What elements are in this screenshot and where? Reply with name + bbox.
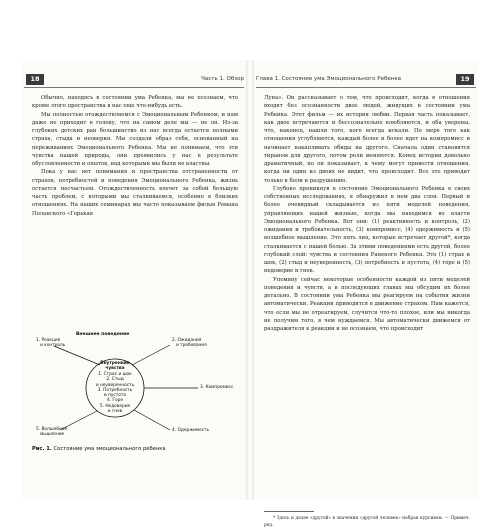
inner-feelings-title: Внутренние чувства (100, 361, 130, 372)
paragraph: Упомяну сейчас некоторые особенности каждой из пяти моделей поведения и чувств, а в последующих главах мы обсудим их более детально. В состоянии ума Ребенка мы реагируем на события жизни автоматически. Реакции приводятся в движение страхом. Нам кажется, что если мы не отреагируем, случится что-то плохое, или мы никогда не получим того, в чем нуждаемся. Мы автоматически движемся от раздражителя к реакции и не осознаем, что происходит (264, 276, 470, 332)
footnote-text: * Здесь и далее «другой» в значении «другой человек» набран курсивом. — Примеч. ред. (264, 516, 470, 528)
inner-item: и неуверенность (95, 382, 135, 388)
ray-2 (132, 345, 170, 365)
caption-text: Состояние ума эмоционального ребенка (53, 446, 166, 452)
outer-item-2-line-a: 2. Ожидания (172, 338, 202, 343)
paragraph: Обычно, находясь в состоянии ума Ребенка, мы не осознаем, что кроме этого пространства в нас еще что-нибудь есть. (32, 95, 238, 110)
outer-behavior-title: Внешнее поведение (76, 332, 130, 337)
outer-item-2-line-b: и требования (176, 343, 207, 349)
inner-item: 2. Стыд (106, 377, 124, 383)
paragraph: Глубоко проникнув в состояние Эмоционального Ребенка в своих собственных исследованиях, я обнаружил в нем два слоя. Первый и более очевидный складывается из пяти моделей поведения, управляющих нашей жизнью, когда мы находимся во власти Эмоционального Ребенка. Вот они: (1) реактивность и контроль, (2) ожидания и требовательность, (3) компромисс, (4) одержимость и (5) волшебное мышление. Это пять лиц, которые встречает другой*, когда сталкивается с нашей болью. За этими поведениями есть другой, более глубокий слой: чувства и состояния Раненого Ребенка. Это (1) страх и шок, (2) стыд и неуверенность, (3) потребность и пустота, (4) горе и (5) недоверие и гнев. (264, 185, 470, 275)
book-gutter (246, 60, 254, 500)
inner-feelings-list (95, 372, 135, 414)
outer-item-5-line-a: 5. Волшебное (36, 427, 68, 432)
left-running-header (22, 74, 246, 85)
right-header-rule (256, 87, 476, 88)
ray-1 (54, 346, 100, 365)
figure-caption (32, 446, 240, 452)
outer-item-5-line-b: мышление (40, 432, 65, 438)
outer-item-3: 3. Компромисс (200, 385, 234, 390)
inner-item: и пустота (103, 393, 127, 399)
footnote-rule (264, 511, 314, 512)
inner-item: 5. Недоверие (99, 403, 131, 409)
paragraph: Мы полностью отождествляемся с Эмоциональным Ребенком, и нам даже не приходит в голову, что на самом деле мы — не он. Из-за глубоких детских ран большинство из нас всегда остается полными страха, стыда и неоверия. Мы создали образ себя, основанный на переживаниях Эмоционального Ребенка. Мы не понимаем, что эти чувства нашей природы, они проявились у нас в результате обусловленности и опытов, над которыми мы были не властны. (32, 111, 238, 167)
right-page-number: 19 (456, 74, 474, 85)
right-running-head: Глава 1. Состояние ума Эмоционального Ребенка (256, 76, 402, 82)
right-page (254, 60, 478, 528)
figure-child-mind-diagram (22, 330, 246, 440)
outer-item-5 (36, 427, 67, 438)
footnote (264, 515, 470, 529)
outer-item-1-line-a: 1. Реакция (36, 338, 61, 343)
right-running-header (254, 74, 478, 85)
outer-item-2 (172, 338, 207, 349)
outer-item-4: 4. Одержимость (172, 428, 210, 433)
paragraph: Пока у нас нет понимания и пространства отстраненности от страхов, потребностей и поведения Эмоционального Ребенка, жизнь остается несчастьем. Отождествленность влечет за собой большую часть проблем, с которыми мы сталкиваемся, особенно в близких отношениях. На наших семинарах мы часто показываем фильм Романа Поланского «Горькая (32, 169, 238, 217)
left-header-rule (24, 87, 244, 88)
paragraph: Луна». Он рассказывает о том, что происходит, когда в отношения входят без осознанности двое людей, живущих в состоянии ума Ребенка. Этот фильм — их история любви. Первая часть показывает, как двое встречаются и бессознательно влюбляются, и оба уверены, что, наконец, нашли того, кого всегда искали. По мере того как отношения углубляются, каждый более и более идет на компромисс и начинает накапливать обиды на другого. Сначала один становится тираном для другого, потом роли меняются. Конец истории довольно драматичный, но он показывает, к чему могут привести отношения, когда ни один из двоих не видит, что происходит. Все это приводит только к боли и разрушению. (264, 95, 470, 184)
caption-label: Рис. 1. (32, 446, 52, 452)
inner-item: 3. Потребность (97, 387, 133, 393)
outer-item-1-line-b: и контроль (40, 343, 66, 349)
left-body-text (32, 94, 238, 218)
inner-item: 4. Горе (106, 398, 124, 404)
left-page-number: 18 (26, 74, 44, 85)
inner-item: и гнев (107, 409, 123, 415)
left-page (22, 60, 246, 500)
inner-item: 1. Страх и шок (98, 372, 132, 377)
left-running-head: Часть 1. Обзор (201, 76, 244, 82)
right-body-text (264, 94, 470, 333)
outer-item-1 (36, 338, 65, 349)
ray-4 (134, 410, 170, 430)
